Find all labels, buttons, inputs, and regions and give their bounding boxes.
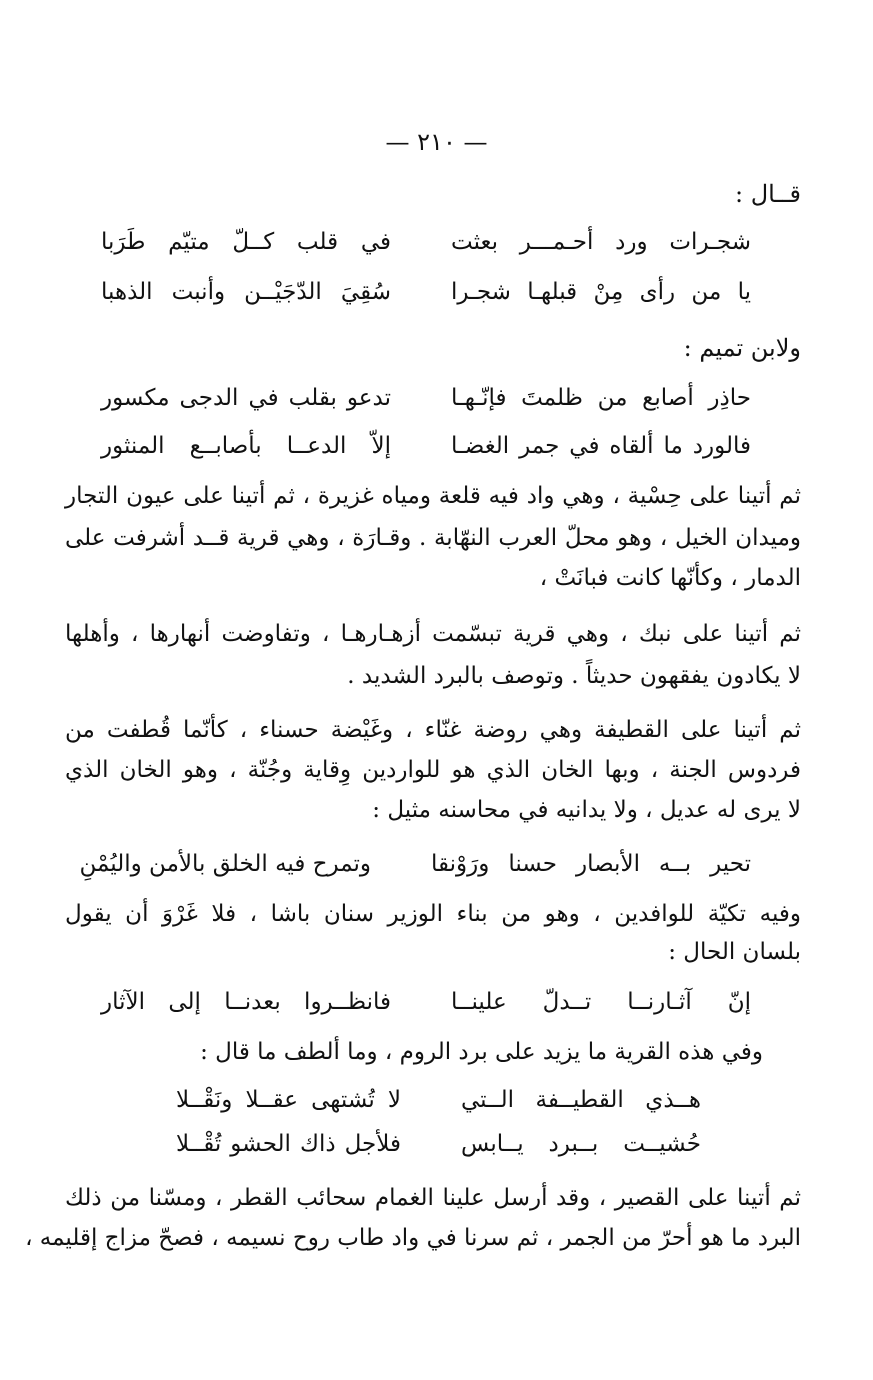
page-number: — ٢١٠ —	[385, 128, 488, 156]
paragraph-line: ثم أتينا على حِسْية ، وهي واد فيه قلعة ومياه غزيرة ، ثم أتينا على عيون التجار	[65, 483, 801, 509]
verse-hemistich-first: حاذِر أصابع من ظلمتَ فإنّـهـا	[451, 385, 751, 411]
paragraph-line: وميدان الخيل ، وهو محلّ العرب النهّابة . وقـارَة ، وهي قرية قــد أشرفت على	[65, 525, 801, 551]
paragraph-line: البرد ما هو أحرّ من الجمر ، ثم سرنا في واد طاب روح نسيمه ، فصحّ مزاج إقليمه ،	[25, 1225, 801, 1251]
verse-hemistich-second: في قلب كــلّ متيّم طَرَبا	[101, 229, 391, 255]
verse-hemistich-second: تدعو بقلب في الدجى مكسور	[101, 385, 391, 411]
intro-qal: قــال :	[735, 180, 801, 208]
paragraph-line: ثم أتينا على نبك ، وهي قرية تبسّمت أزهـارهـا ، وتفاوضت أنهارها ، وأهلها	[65, 621, 801, 647]
verse-hemistich-second: سُقِيَ الدّجَيْــن وأنبت الذهبا	[101, 279, 391, 305]
verse-hemistich-first: يا من رأى مِنْ قبلهـا شجـرا	[451, 279, 751, 305]
verse-line	[101, 272, 751, 312]
verse-hemistich-first: إنّ آثـارنــا تــدلّ علينــا	[451, 989, 751, 1015]
verse-hemistich-second: فانظــروا بعدنــا إلى الآثار	[101, 989, 391, 1015]
verse-hemistich-second: وتمرح فيه الخلق بالأمن واليُمْنِ	[79, 851, 371, 877]
paragraph-line: وفي هذه القرية ما يزيد على برد الروم ، وما ألطف ما قال :	[200, 1039, 763, 1065]
verse-hemistich-first: تحير بــه الأبصار حسنا ورَوْنقا	[431, 851, 751, 877]
verse-hemistich-first: فالورد ما ألقاه في جمر الغضـا	[451, 433, 751, 459]
verse-line	[101, 378, 751, 418]
verse-line	[171, 1080, 701, 1120]
verse-hemistich-second: فلأجل ذاك الحشو تُقْــلا	[176, 1131, 401, 1157]
paragraph-line: فردوس الجنة ، وبها الخان الذي هو للواردين وِقاية وجُنّة ، وهو الخان الذي	[65, 757, 801, 783]
paragraph-line: بلسان الحال :	[668, 939, 801, 965]
paragraph-line: لا يكادون يفقهون حديثاً . وتوصف بالبرد الشديد .	[347, 663, 801, 689]
verse-line	[81, 844, 751, 884]
verse-hemistich-first: هــذي القطيــفة الــتي	[461, 1087, 701, 1113]
verse-hemistich-second: لا تُشتهى عقــلا ونَقْــلا	[176, 1087, 401, 1113]
paragraph-line: ثم أتينا على القطيفة وهي روضة غنّاء ، وغَيْضة حسناء ، كأنّما قُطفت من	[65, 717, 801, 743]
verse-hemistich-second: إلاّ الدعــا بأصابــع المنثور	[101, 433, 391, 459]
verse-line	[101, 426, 751, 466]
verse-line	[171, 1124, 701, 1164]
verse-hemistich-first: شجـرات ورد أحـمـــر بعثت	[451, 229, 751, 255]
paragraph-line: لا يرى له عديل ، ولا يدانيه في محاسنه مثيل :	[372, 797, 801, 823]
paragraph-line: ثم أتينا على القصير ، وقد أرسل علينا الغمام سحائب القطر ، ومسّنا من ذلك	[65, 1185, 801, 1211]
verse-hemistich-first: حُشيــت بــبرد يــابس	[461, 1131, 701, 1157]
paragraph-line: الدمار ، وكأنّها كانت فبانَتْ ،	[539, 565, 801, 591]
verse-line	[101, 222, 751, 262]
paragraph-line: وفيه تكيّة للوافدين ، وهو من بناء الوزير سنان باشا ، فلا غَرْوَ أن يقول	[65, 901, 801, 927]
intro-ibn-tamim: ولابن تميم :	[683, 334, 801, 362]
verse-line	[101, 982, 751, 1022]
